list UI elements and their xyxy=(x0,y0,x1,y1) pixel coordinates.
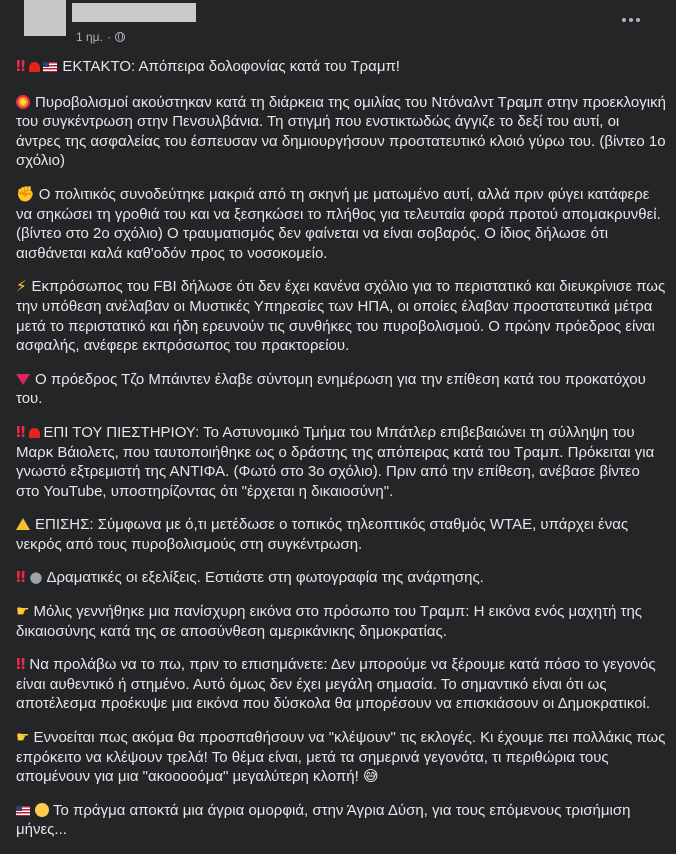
siren-icon xyxy=(29,62,40,72)
post-body xyxy=(16,57,666,854)
double-exclamation-icon: ‼ xyxy=(16,655,26,674)
collision-icon xyxy=(16,95,30,109)
post-paragraph: Το πράγμα αποκτά μια άγρια ομορφιά, στην Άγρια Δύση, για τους επόμενους τρισήμιση μήνες... xyxy=(16,801,631,839)
post-time[interactable]: 1 ημ. xyxy=(76,30,103,44)
bomb-icon: ● xyxy=(29,568,43,587)
post-header xyxy=(16,0,660,52)
siren-icon xyxy=(29,428,40,438)
post-paragraph: Ο πρόεδρος Τζο Μπάιντεν έλαβε σύντομη ενημέρωση για την επίθεση κατά του προκατόχου του. xyxy=(16,370,646,408)
lightning-icon: ⚡ xyxy=(16,278,27,296)
post-paragraph: Πυροβολισμοί ακούστηκαν κατά τη διάρκεια της ομιλίας του Ντόναλντ Τραμπ στην προεκλογική του συγκέντρωση στην Πενσυλβάνια. Τη στιγμή που ενστικτωδώς άγγιζε το δεξί του αυτί, οι άντρες της ασφαλείας του έσπευσαν να δημιουργήσουν προστατευτικό κλοιό γύρω του. (βίντεο 1ο σχόλιο) xyxy=(16,93,666,170)
post-paragraph: ✊ Ο πολιτικός συνοδεύτηκε μακριά από τη σκηνή με ματωμένο αυτί, αλλά πριν φύγει κατάφερε να σηκώσει τη γροθιά του και να ξεσηκώσει το πλήθος για τελευταία φορά προτού απομακρυνθεί. (βίντεο στο 2ο σχόλιο) Ο τραυματισμός δεν φαίνεται να είναι σοβαρός. Ο ίδιος δήλωσε ότι αισθάνεται καλά καθ'οδόν προς το νοσοκομείο. xyxy=(16,184,661,262)
avatar-redacted[interactable] xyxy=(24,0,66,36)
double-exclamation-icon: ‼ xyxy=(16,568,26,587)
globe-icon[interactable] xyxy=(115,32,125,42)
post-paragraph: ΕΠΙΣΗΣ: Σύμφωνα με ό,τι μετέδωσε ο τοπικός τηλεοπτικός σταθμός WTAE, υπάρχει ένας νεκρός από τους πυροβολισμούς στη συγκέντρωση. xyxy=(16,516,629,553)
post-meta: 1 ημ. · xyxy=(76,30,125,44)
pointing-hand-icon: ☛ xyxy=(16,728,30,747)
pointing-hand-icon: ☛ xyxy=(16,602,30,621)
more-options-icon[interactable] xyxy=(622,18,640,22)
cowboy-face-icon xyxy=(35,803,49,817)
us-flag-icon xyxy=(16,806,30,816)
post-paragraph: ‼ ΕΠΙ ΤΟΥ ΠΙΕΣΤΗΡΙΟΥ: Το Αστυνομικό Τμήμα του Μπάτλερ επιβεβαιώνει τη σύλληψη του Μαρκ Βάιολετς, που ταυτοποιήθηκε ως ο δράστης της απόπειρας κατά του Τραμπ. Πρόκειται για γνωστό εξτρεμιστή της ΑΝΤΙΦΑ. (Φωτό στο 3ο σχόλιο). Πριν από την επίθεση, ανέβασε βίντεο στο YouTube, υποστηρίζοντας ότι "έρχεται η δικαιοσύνη". xyxy=(16,422,655,500)
red-triangle-down-icon xyxy=(16,374,30,385)
warning-icon xyxy=(16,518,30,530)
post-paragraph: ☛ Μόλις γεννήθηκε μια πανίσχυρη εικόνα στο πρόσωπο του Τραμπ: Η εικόνα ενός μαχητή της δικαιοσύνης κατά της σε αποσύνθεση αμερικάνικης δημοκρατίας. xyxy=(16,602,643,640)
post-paragraph: ‼ ΕΚΤΑΚΤΟ: Απόπειρα δολοφονίας κατά του Τραμπ! xyxy=(16,57,400,75)
author-name-redacted[interactable] xyxy=(72,3,196,22)
us-flag-icon xyxy=(43,62,57,72)
post-paragraph: ‼ Να προλάβω να το πω, πριν το επισημάνετε: Δεν μπορούμε να ξέρουμε κατά πόσο το γεγονός είναι αυθεντικό ή στημένο. Αυτό όμως δεν έχει μεγάλη σημασία. Το σημαντικό είναι ότι ως αποτέλεσμα προέκυψε μια εικόνα που δύσκολα θα μπορέσουν να επισκιάσουν οι Δημοκρατικοί. xyxy=(16,655,656,713)
post-paragraph: ‼ ● Δραματικές οι εξελίξεις. Εστιάστε στη φωτογραφία της ανάρτησης. xyxy=(16,568,484,587)
post-paragraph: ☛ Εννοείται πως ακόμα θα προσπαθήσουν να "κλέψουν" τις εκλογές. Κι έχουμε πει πολλάκις πως επρόκειτο να κλέψουν τρελά! Το θέμα είναι, μετά τα σημερινά γεγονότα, τι περιθώρια τους απομένουν για μια "ακοοοοόμα" μεγαλύτερη κλοπή! 😅 xyxy=(16,728,666,786)
raised-fist-icon: ✊ xyxy=(16,184,35,203)
double-exclamation-icon: ‼ xyxy=(16,57,26,75)
post-paragraph: ⚡ Εκπρόσωπος του FBI δήλωσε ότι δεν έχει κανένα σχόλιο για το περιστατικό και διευκρίνισε πως την υπόθεση ανέλαβαν οι Μυστικές Υπηρεσίες των ΗΠΑ, οι οποίες έλαβαν προστατευτικά μέτρα μετά το περιστατικό και ήδη ερευνούν τις συνθήκες του πυροβολισμού. Ο πρώην πρόεδρος είναι ασφαλής, ανέφερε εκπρόσωπος του πρακτορείου. xyxy=(16,278,666,355)
double-exclamation-icon: ‼ xyxy=(16,422,26,441)
